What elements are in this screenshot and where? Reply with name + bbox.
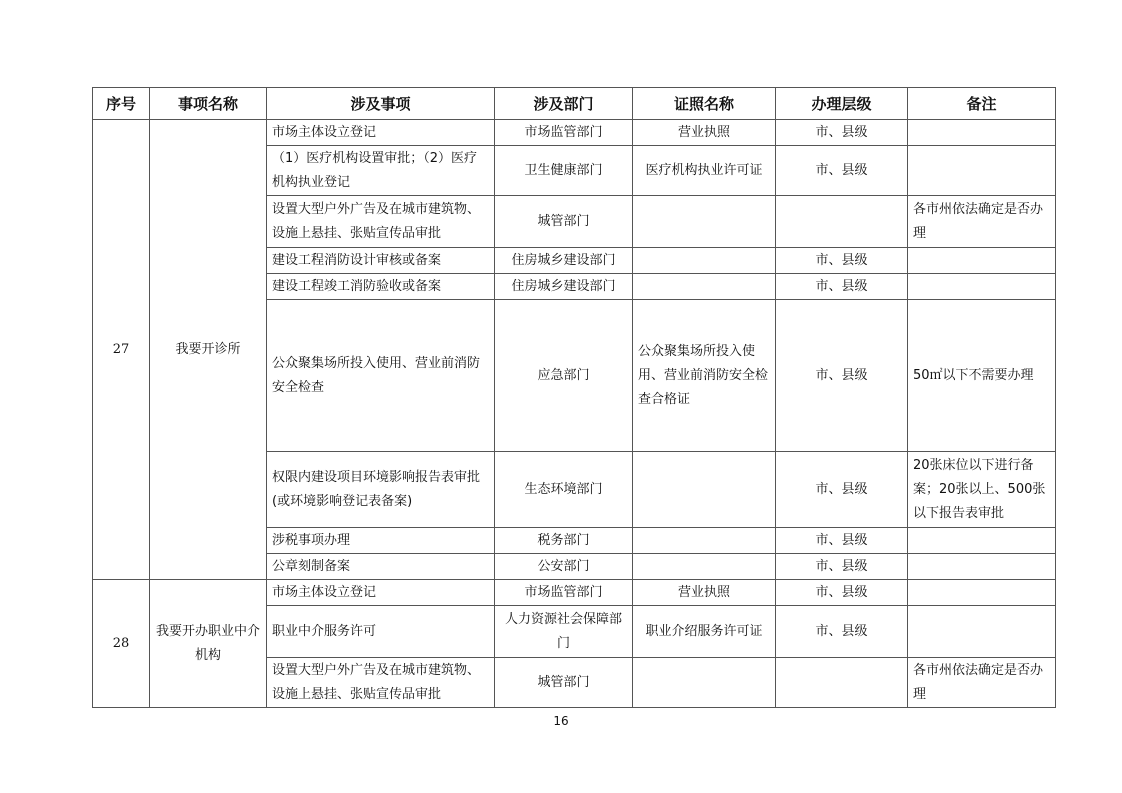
cell-item: 设置大型户外广告及在城市建筑物、设施上悬挂、张贴宣传品审批: [267, 196, 495, 248]
table-header-row: [93, 88, 1056, 120]
cell-note: 各市州依法确定是否办理: [908, 658, 1056, 708]
cell-license: [633, 274, 776, 300]
cell-note: [908, 274, 1056, 300]
table-row: [93, 120, 1056, 146]
cell-note: [908, 248, 1056, 274]
cell-dept: 住房城乡建设部门: [495, 248, 633, 274]
cell-level: 市、县级: [776, 300, 908, 452]
cell-dept: 应急部门: [495, 300, 633, 452]
cell-item: 设置大型户外广告及在城市建筑物、设施上悬挂、张贴宣传品审批: [267, 658, 495, 708]
group-no: 28: [93, 580, 150, 708]
cell-dept: 城管部门: [495, 658, 633, 708]
cell-level: 市、县级: [776, 606, 908, 658]
cell-license: [633, 248, 776, 274]
cell-level: [776, 658, 908, 708]
header-item: 涉及事项: [267, 88, 495, 120]
cell-note: [908, 554, 1056, 580]
cell-note: [908, 528, 1056, 554]
cell-item: 公章刻制备案: [267, 554, 495, 580]
cell-item: 公众聚集场所投入使用、营业前消防安全检查: [267, 300, 495, 452]
cell-item: 权限内建设项目环境影响报告表审批(或环境影响登记表备案): [267, 452, 495, 528]
cell-dept: 人力资源社会保障部门: [495, 606, 633, 658]
header-license: 证照名称: [633, 88, 776, 120]
cell-note: [908, 146, 1056, 196]
header-no: 序号: [93, 88, 150, 120]
cell-dept: 生态环境部门: [495, 452, 633, 528]
cell-item: 市场主体设立登记: [267, 120, 495, 146]
cell-level: 市、县级: [776, 452, 908, 528]
cell-level: 市、县级: [776, 580, 908, 606]
cell-item: 建设工程竣工消防验收或备案: [267, 274, 495, 300]
header-dept: 涉及部门: [495, 88, 633, 120]
group-no: 27: [93, 120, 150, 580]
cell-level: 市、县级: [776, 146, 908, 196]
cell-dept: 公安部门: [495, 554, 633, 580]
cell-note: [908, 120, 1056, 146]
cell-license: [633, 528, 776, 554]
cell-level: 市、县级: [776, 248, 908, 274]
cell-level: [776, 196, 908, 248]
cell-dept: 卫生健康部门: [495, 146, 633, 196]
group-name: 我要开诊所: [150, 120, 267, 580]
cell-dept: 市场监管部门: [495, 580, 633, 606]
header-note: 备注: [908, 88, 1056, 120]
header-name: 事项名称: [150, 88, 267, 120]
cell-license: 营业执照: [633, 120, 776, 146]
cell-note: 20张床位以下进行备案；20张以上、500张以下报告表审批: [908, 452, 1056, 528]
cell-note: [908, 606, 1056, 658]
cell-license: [633, 554, 776, 580]
cell-item: 职业中介服务许可: [267, 606, 495, 658]
group-name: 我要开办职业中介机构: [150, 580, 267, 708]
cell-dept: 城管部门: [495, 196, 633, 248]
cell-item: 涉税事项办理: [267, 528, 495, 554]
cell-license: 医疗机构执业许可证: [633, 146, 776, 196]
cell-license: 公众聚集场所投入使用、营业前消防安全检查合格证: [633, 300, 776, 452]
page-number: 16: [553, 714, 569, 728]
cell-item: （1）医疗机构设置审批；（2）医疗机构执业登记: [267, 146, 495, 196]
cell-item: 建设工程消防设计审核或备案: [267, 248, 495, 274]
cell-note: 各市州依法确定是否办理: [908, 196, 1056, 248]
table-row: [93, 580, 1056, 606]
cell-dept: 税务部门: [495, 528, 633, 554]
cell-note: 50㎡以下不需要办理: [908, 300, 1056, 452]
cell-license: [633, 196, 776, 248]
cell-item: 市场主体设立登记: [267, 580, 495, 606]
cell-level: 市、县级: [776, 120, 908, 146]
cell-dept: 市场监管部门: [495, 120, 633, 146]
cell-license: [633, 658, 776, 708]
cell-note: [908, 580, 1056, 606]
cell-level: 市、县级: [776, 554, 908, 580]
cell-license: 营业执照: [633, 580, 776, 606]
cell-level: 市、县级: [776, 528, 908, 554]
header-level: 办理层级: [776, 88, 908, 120]
cell-license: 职业介绍服务许可证: [633, 606, 776, 658]
items-table: [92, 87, 1056, 708]
cell-dept: 住房城乡建设部门: [495, 274, 633, 300]
cell-license: [633, 452, 776, 528]
cell-level: 市、县级: [776, 274, 908, 300]
